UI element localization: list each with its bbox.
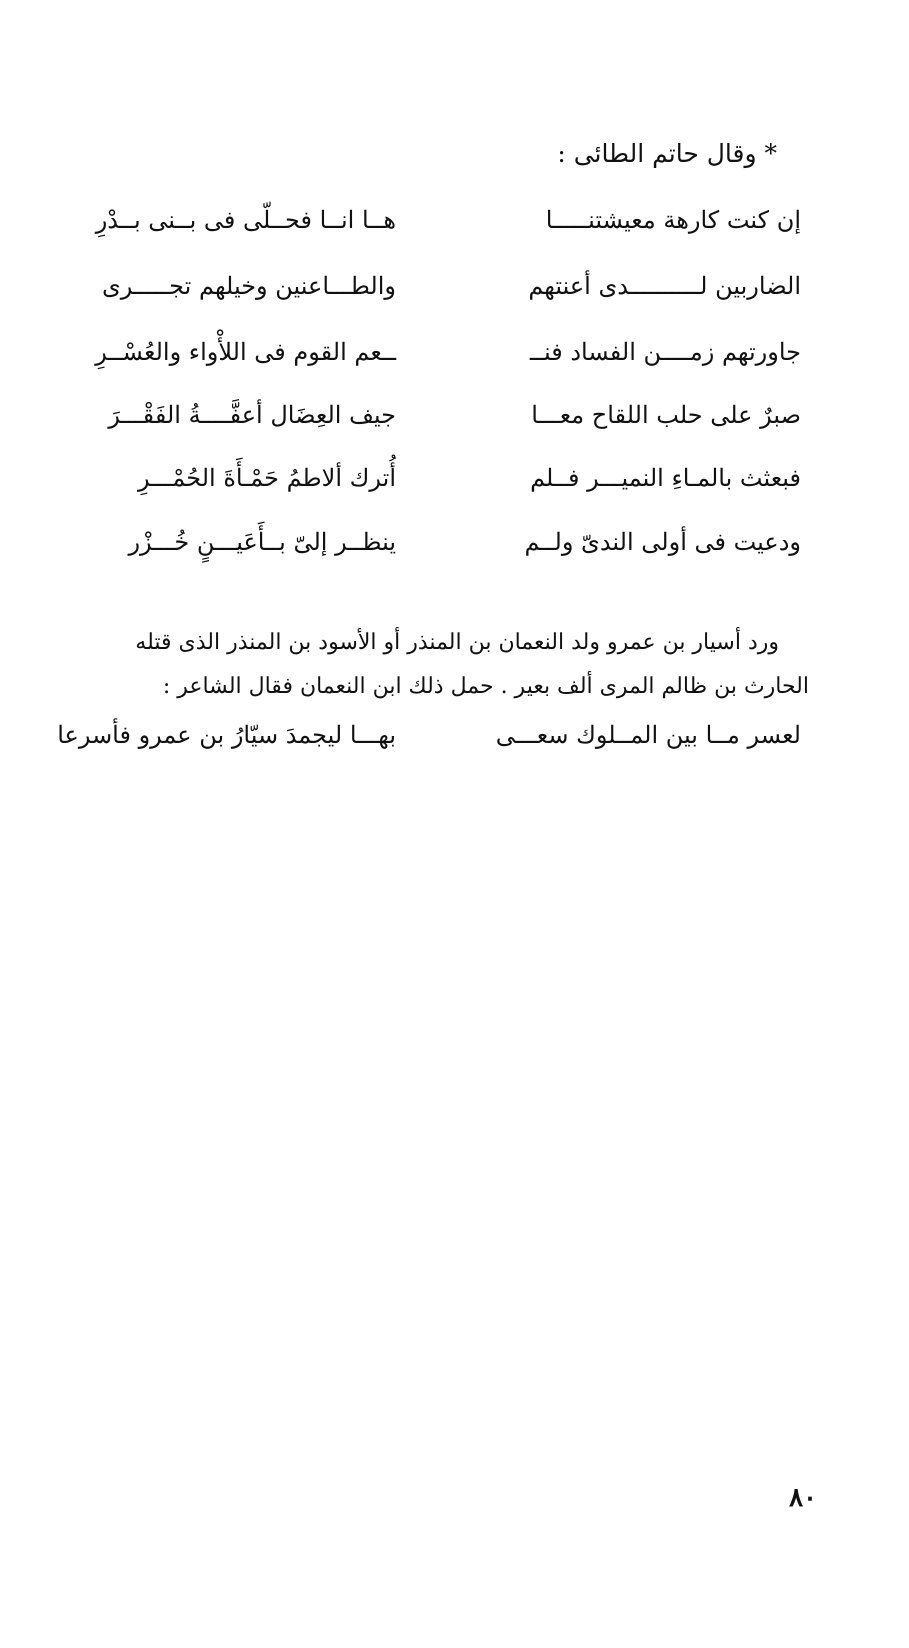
page-number: ٨٠ bbox=[789, 1483, 817, 1513]
verse-row bbox=[81, 456, 801, 500]
verse-second-hemistich: ينظــر إلىّ بــأَعَيـــنٍ خُـــزْر bbox=[128, 528, 396, 556]
prose-line: الحارث بن ظالم المرى ألف بعير . حمل ذلك ابن النعمان فقال الشاعر : bbox=[162, 674, 809, 699]
verse-row bbox=[81, 264, 801, 308]
verse-first-hemistich: إن كنت كارهة معيشتنـــــا bbox=[545, 206, 801, 234]
verse-row bbox=[81, 393, 801, 437]
verse-second-hemistich: هــا انــا فحــلّى فى بــنى بــدْرِ bbox=[95, 206, 396, 234]
verse-first-hemistich: جاورتهم زمــــن الفساد فنــ bbox=[529, 338, 801, 366]
verse-first-hemistich: ودعيت فى أولى الندىّ ولــم bbox=[524, 528, 801, 556]
verse-second-hemistich: جيف العِضَال أعفَّــــةُ الفَقْـــرَ bbox=[108, 401, 396, 429]
verse-second-hemistich: والطـــاعنين وخيلهم تجـــــرى bbox=[102, 272, 396, 300]
heading: * وقال حاتم الطائى : bbox=[557, 139, 777, 168]
verse-row bbox=[81, 330, 801, 374]
verse-second-hemistich: ــعم القوم فى اللأْواء والعُسْــرِ bbox=[95, 338, 396, 366]
verse-row bbox=[81, 520, 801, 564]
prose-paragraph bbox=[69, 621, 809, 709]
verse-row bbox=[81, 198, 801, 242]
verse-first-hemistich: لعسر مــا بين المــلوك سعـــى bbox=[495, 721, 801, 749]
verse-second-hemistich: بهـــا ليجمدَ سيّارُ بن عمرو فأسرعا bbox=[57, 721, 396, 749]
verse-row bbox=[57, 713, 801, 757]
verse-first-hemistich: فبعثث بالمـاءِ النميـــر فــلم bbox=[530, 464, 801, 492]
verse-second-hemistich: أُترك ألاطمُ حَمْـأَةَ الحُمْـــرِ bbox=[138, 464, 396, 492]
prose-line: ورد أسيار بن عمرو ولد النعمان بن المنذر أو الأسود بن المنذر الذى قتله bbox=[135, 630, 779, 655]
verse-first-hemistich: الضاربين لــــــــــدى أعنتهم bbox=[528, 272, 801, 300]
verse-first-hemistich: صبرٌ على حلب اللقاح معـــا bbox=[531, 401, 801, 429]
